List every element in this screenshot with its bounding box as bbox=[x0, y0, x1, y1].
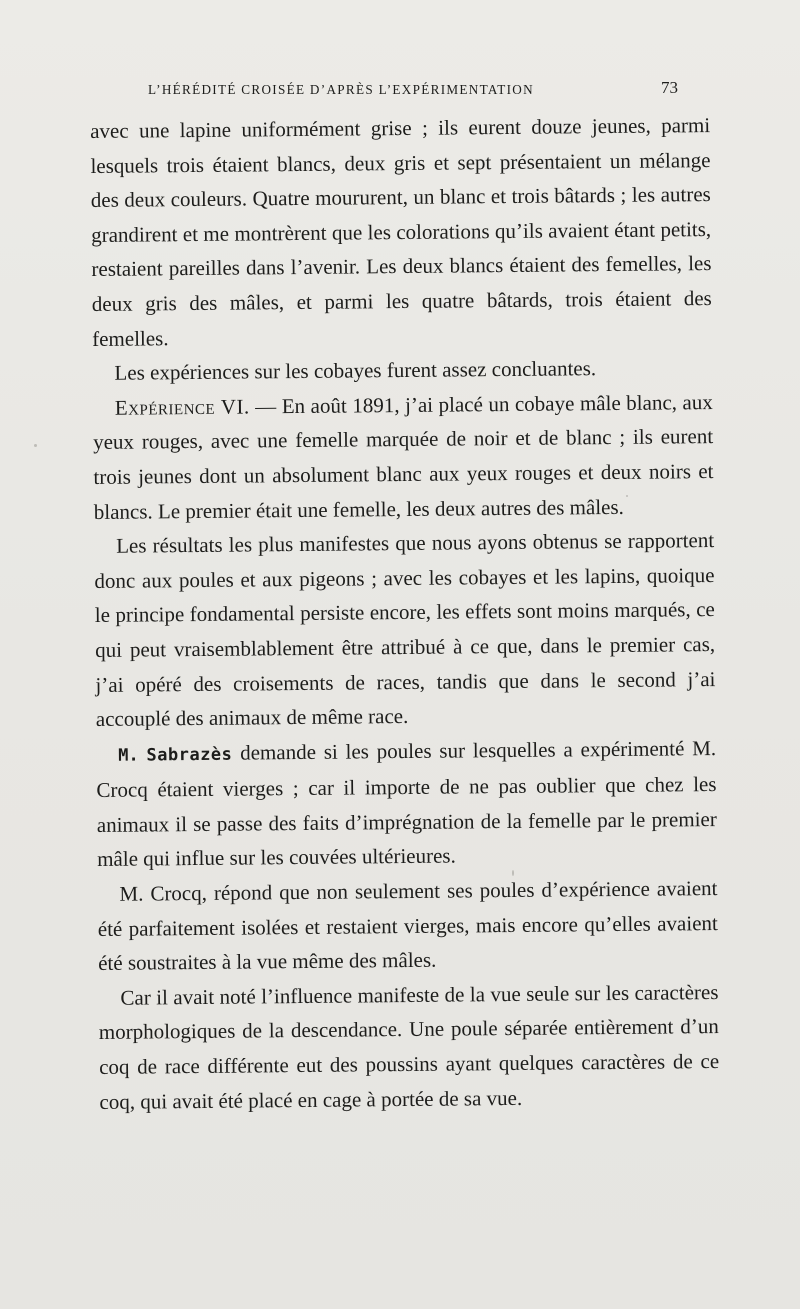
print-speck bbox=[512, 870, 514, 876]
running-title: L’HÉRÉDITÉ CROISÉE D’APRÈS L’EXPÉRIMENTATION bbox=[148, 82, 534, 97]
paragraph-crocq-reply: M. Crocq, répond que non seulement ses poules d’expérience avaient été parfaitement isolées et restaient vierges, mais encore qu’elles avaient été soustraites à la vue même des mâles. bbox=[97, 876, 718, 976]
paragraph-cobayes-intro: Les expériences sur les cobayes furent assez concluantes. bbox=[114, 356, 597, 385]
speaker-title: M. bbox=[118, 745, 139, 766]
paragraph-results: Les résultats les plus manifestes que nous ayons obtenus se rapportent donc aux poules et aux pigeons ; avec les cobayes et les lapins, quoique le principe fondamental persiste encore, les effets sont moins marqués, ce qui peut vraisemblablement être attribué à ce que, dans le premier cas, j’ai opéré des croisements de races, tandis que dans le second j’ai accouplé des animaux de même race. bbox=[94, 528, 716, 732]
paragraph-experience-vi bbox=[93, 385, 714, 529]
body-text bbox=[90, 108, 720, 1119]
print-speck bbox=[34, 444, 37, 447]
page-number: 73 bbox=[661, 78, 678, 97]
paragraph-crocq-observation: Car il avait noté l’influence manifeste de la vue seule sur les caractères morphologiques de la descendance. Une poule séparée entièrement d’un coq de race différente eut des poussins ayant quelques caractères de ce coq, qui avait été placé en cage à portée de sa vue. bbox=[98, 979, 720, 1114]
running-header bbox=[148, 78, 678, 104]
experience-label: Expérience VI. bbox=[114, 394, 250, 420]
speaker-name: Sabrazès bbox=[146, 744, 233, 766]
paragraph-sabrazes bbox=[96, 731, 717, 877]
sabrazes-question: demande si les poules sur lesquelles a expérimenté M. Crocq étaient vierges ; car il importe de ne pas oublier que chez les animaux il se passe des faits d’imprégnation de la femelle par le premier mâle qui influe sur les couvées ultérieures. bbox=[96, 735, 717, 872]
experience-text: — En août 1891, j’ai placé un cobaye mâle blanc, aux yeux rouges, avec une femelle marquée de noir et de blanc ; ils eurent trois jeunes dont un absolument blanc aux yeux rouges et deux noirs et blancs. Le premier était une femelle, les deux autres des mâles. bbox=[93, 389, 714, 524]
paragraph-rabbits: avec une lapine uniformément grise ; ils eurent douze jeunes, parmi lesquels trois étaient blancs, deux gris et sept présentaient un mélange des deux couleurs. Quatre moururent, un blanc et trois bâtards ; les autres grandirent et me montrèrent que les colorations qu’ils avaient étant petits, restaient pareilles dans l’avenir. Les deux blancs étaient des femelles, les deux gris des mâles, et parmi les quatre bâtards, trois étaient des femelles. bbox=[90, 113, 712, 351]
print-speck bbox=[626, 495, 628, 497]
